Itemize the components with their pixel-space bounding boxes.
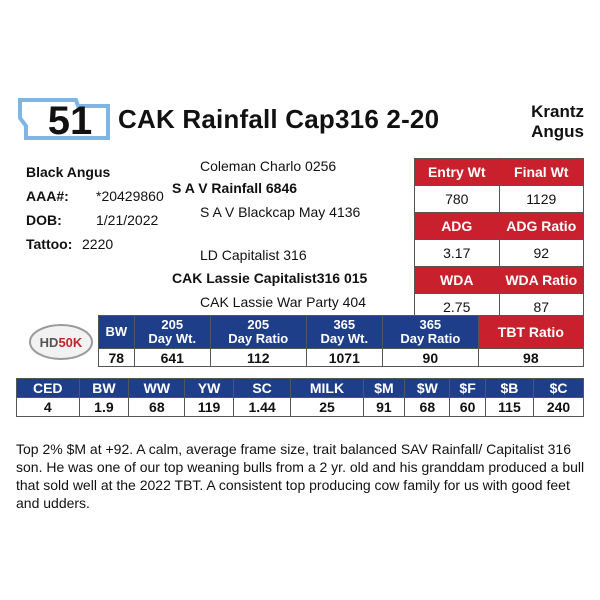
- epd-value-ced: 4: [17, 398, 80, 417]
- header-line: Day Ratio: [400, 331, 461, 346]
- pedigree-dam: CAK Lassie Capitalist316 015: [172, 270, 368, 286]
- epd-header-milk: MILK: [291, 379, 363, 398]
- bw-header: BW: [99, 316, 135, 349]
- breed: Black Angus: [26, 164, 111, 180]
- consignor-line-2: Angus: [531, 122, 584, 141]
- 205-day-ratio-header: [210, 316, 306, 349]
- weight-grid: [98, 315, 584, 367]
- epd-value-ww: 68: [129, 398, 185, 417]
- 365-day-wt-value: 1071: [306, 349, 382, 367]
- 205-day-ratio-value: 112: [210, 349, 306, 367]
- epd-value-c: 240: [534, 398, 584, 417]
- hd50k-logo: [28, 322, 94, 362]
- header-line: 365: [333, 317, 356, 332]
- epd-value-b: 115: [485, 398, 533, 417]
- wda-ratio-value: 87: [499, 294, 584, 321]
- wda-header: WDA: [415, 267, 500, 294]
- bw-value: 78: [99, 349, 135, 367]
- tattoo-value: 2220: [82, 236, 114, 252]
- epd-header-bw: BW: [79, 379, 129, 398]
- epd-grid: [16, 378, 584, 417]
- pedigree-dam-dam: CAK Lassie War Party 404: [200, 294, 366, 310]
- header-line: Day Ratio: [228, 331, 289, 346]
- epd-header-ww: WW: [129, 379, 185, 398]
- final-wt-header: Final Wt: [499, 159, 584, 186]
- header-line: Day Wt.: [320, 331, 369, 346]
- 205-day-wt-value: 641: [134, 349, 210, 367]
- epd-value-milk: 25: [291, 398, 363, 417]
- final-wt-value: 1129: [499, 186, 584, 213]
- epd-value-sc: 1.44: [233, 398, 291, 417]
- epd-header-c: $C: [534, 379, 584, 398]
- adg-ratio-header: ADG Ratio: [499, 213, 584, 240]
- svg-text:HD50K: HD50K: [39, 335, 83, 350]
- 205-day-wt-header: [134, 316, 210, 349]
- pedigree-dam-sire: LD Capitalist 316: [200, 247, 307, 263]
- epd-header-ced: CED: [17, 379, 80, 398]
- adg-value: 3.17: [415, 240, 500, 267]
- tattoo-row: [26, 236, 113, 252]
- pedigree-sire-dam: S A V Blackcap May 4136: [200, 204, 361, 220]
- header-line: 365: [419, 317, 442, 332]
- epd-value-bw: 1.9: [79, 398, 129, 417]
- consignor-line-1: Krantz: [531, 102, 584, 121]
- comments: Top 2% $M at +92. A calm, average frame size, trait balanced SAV Rainfall/ Capitalist 316 son. He was one of our top weaning bulls from a 2 yr. old and his granddam produced a bull that sold well at the 2022 TBT. A consistent top producing cow family for us with good feet and udders.: [16, 441, 585, 511]
- adg-header: ADG: [415, 213, 500, 240]
- aaa-value: *20429860: [96, 188, 164, 204]
- adg-ratio-value: 92: [499, 240, 584, 267]
- epd-value-w: 68: [405, 398, 450, 417]
- 365-day-ratio-header: [382, 316, 478, 349]
- header-line: Day Wt.: [148, 331, 197, 346]
- consignor: [531, 102, 584, 142]
- pedigree-sire-sire: Coleman Charlo 0256: [200, 158, 337, 174]
- epd-header-sc: SC: [233, 379, 291, 398]
- entry-wt-value: 780: [415, 186, 500, 213]
- epd-header-m: $M: [363, 379, 405, 398]
- header-line: 205: [161, 317, 184, 332]
- dob-row: [26, 212, 158, 228]
- 365-day-ratio-value: 90: [382, 349, 478, 367]
- wda-value: 2.75: [415, 294, 500, 321]
- performance-grid: [414, 158, 584, 321]
- entry-wt-header: Entry Wt: [415, 159, 500, 186]
- epd-value-yw: 119: [185, 398, 233, 417]
- dob-label: DOB:: [26, 212, 62, 228]
- header-line: 205: [247, 317, 270, 332]
- lot-number: 51: [47, 99, 93, 143]
- animal-name: CAK Rainfall Cap316 2-20: [118, 104, 440, 134]
- epd-value-m: 91: [363, 398, 405, 417]
- epd-header-yw: YW: [185, 379, 233, 398]
- tbt-ratio-header: TBT Ratio: [478, 316, 583, 349]
- tbt-ratio-value: 98: [478, 349, 583, 367]
- aaa-label: AAA#:: [26, 188, 69, 204]
- epd-header-w: $W: [405, 379, 450, 398]
- epd-header-b: $B: [485, 379, 533, 398]
- epd-header-f: $F: [450, 379, 485, 398]
- wda-ratio-header: WDA Ratio: [499, 267, 584, 294]
- aaa-row: [26, 188, 164, 204]
- tattoo-label: Tattoo:: [26, 236, 73, 252]
- pedigree-sire: S A V Rainfall 6846: [172, 180, 298, 196]
- dob-value: 1/21/2022: [96, 212, 159, 228]
- 365-day-wt-header: [306, 316, 382, 349]
- epd-value-f: 60: [450, 398, 485, 417]
